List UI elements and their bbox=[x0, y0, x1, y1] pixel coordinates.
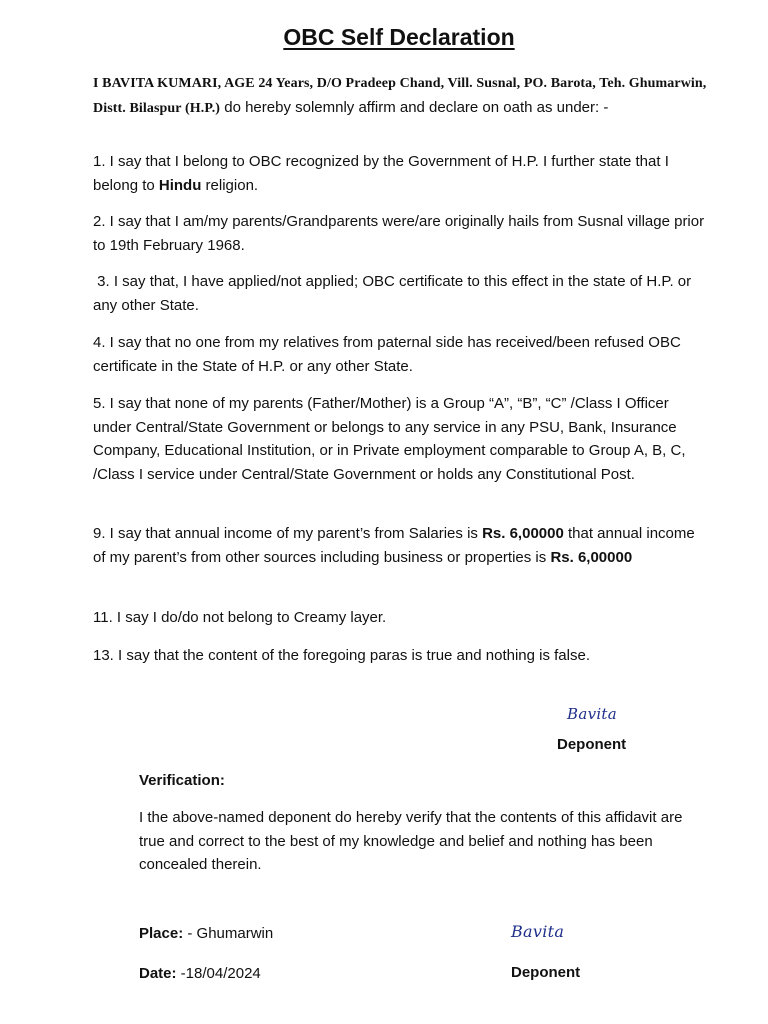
intro-declaration-text: do hereby solemnly affirm and declare on oath as under: - bbox=[220, 98, 609, 116]
deponent-label-1: Deponent bbox=[557, 736, 627, 753]
verification-text: I the above-named deponent do hereby verify that the contents of this affidavit are true and correct to the best of my knowledge and belief and nothing has been concealed therein. bbox=[139, 809, 683, 873]
place-line bbox=[139, 922, 273, 946]
intro-declarant-details: I BAVITA KUMARI, AGE 24 Years, D/O Pradeep Chand, Vill. Susnal, PO. Barota, Teh. Ghumarwin, Distt. Bilaspur (H.P.) bbox=[93, 76, 707, 116]
deponent-label-2: Deponent bbox=[511, 964, 581, 981]
signature-1: Bavita bbox=[567, 705, 618, 723]
date-value: -18/04/2024 bbox=[176, 965, 261, 982]
paragraph-1-religion: Hindu bbox=[158, 176, 202, 194]
intro-paragraph bbox=[93, 71, 711, 120]
paragraph-4: 4. I say that no one from my relatives from paternal side has received/been refused OBC certificate in the State of H.P. or any other State. bbox=[93, 334, 681, 375]
signature-2: Bavita bbox=[511, 922, 565, 941]
paragraph-9-other-income-amount: Rs. 6,00000 bbox=[550, 548, 633, 566]
paragraph-11: 11. I say I do/do not belong to Creamy layer. bbox=[93, 609, 387, 626]
paragraph-13: 13. I say that the content of the foregoing paras is true and nothing is false. bbox=[93, 647, 590, 664]
verification-heading: Verification: bbox=[139, 772, 225, 789]
date-label: Date: bbox=[139, 965, 177, 982]
paragraph-9-text-b: that annual income of my parent’s from other sources including business or properties is bbox=[93, 525, 695, 566]
paragraph-1-text-a: 1. I say that I belong to OBC recognized by the Government of H.P. I further state that I belong to bbox=[93, 153, 669, 194]
paragraph-9-text-a: 9. I say that annual income of my parent’s from Salaries is bbox=[93, 525, 483, 542]
page-title: OBC Self Declaration bbox=[283, 24, 515, 50]
date-line bbox=[139, 962, 261, 986]
place-value: - Ghumarwin bbox=[183, 925, 274, 942]
place-label: Place: bbox=[139, 925, 184, 942]
paragraph-1 bbox=[93, 150, 711, 197]
paragraph-2: 2. I say that I am/my parents/Grandparents were/are originally hails from Susnal village prior to 19th February 1968. bbox=[93, 213, 705, 254]
paragraph-5: 5. I say that none of my parents (Father/Mother) is a Group “A”, “B”, “C” /Class I Officer under Central/State Government or belongs to any service in any PSU, Bank, Insurance Company, Educational Institution, or in Private employment comparable to Group A, B, C, /Class I service under Central/State Government or holds any Constitutional Post. bbox=[93, 395, 686, 483]
paragraph-1-text-b: religion. bbox=[201, 176, 259, 194]
paragraph-9-salary-amount: Rs. 6,00000 bbox=[482, 525, 564, 542]
paragraph-9 bbox=[93, 522, 711, 569]
paragraph-3: 3. I say that, I have applied/not applied; OBC certificate to this effect in the state of H.P. or any other State. bbox=[93, 273, 696, 314]
